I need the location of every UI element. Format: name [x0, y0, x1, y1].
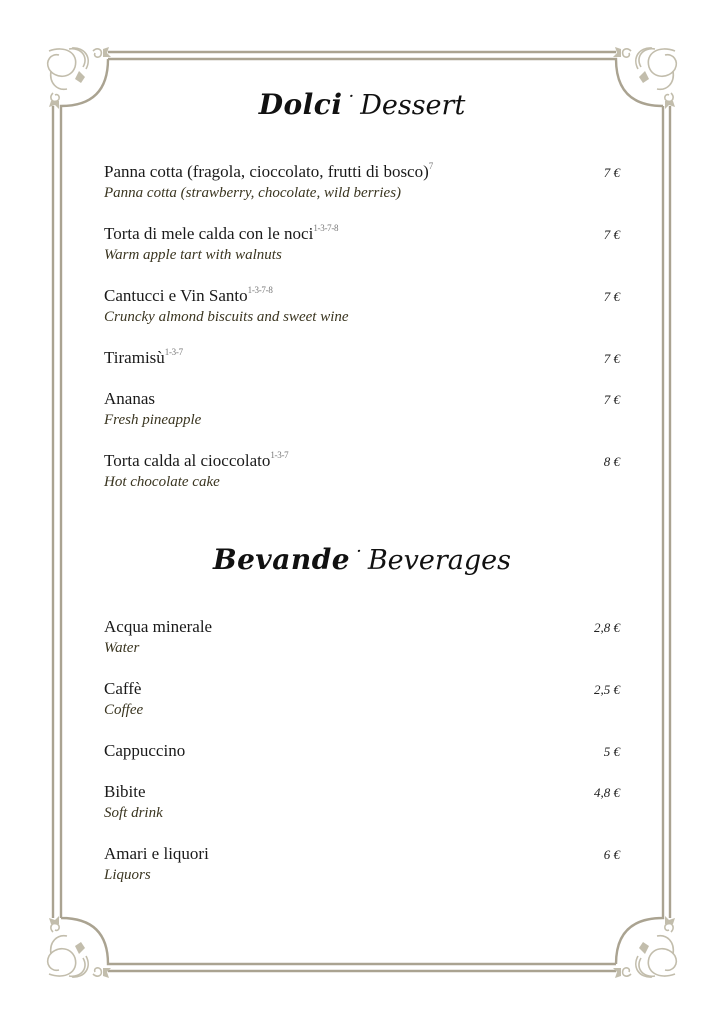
item-translation: Liquors — [104, 867, 151, 883]
allergen-codes: 1-3-7 — [270, 450, 289, 460]
item-translation: Coffee — [104, 702, 144, 718]
item-price: 4,8 € — [594, 785, 620, 800]
item-translation: Cruncky almond biscuits and sweet wine — [104, 309, 349, 325]
corner-ornament-bottom-right — [609, 912, 679, 982]
item-price: 7 € — [603, 289, 620, 304]
menu-item — [104, 679, 624, 720]
menu-item — [104, 782, 624, 823]
item-price: 7 € — [603, 351, 620, 366]
menu-item — [104, 162, 624, 203]
menu-item — [104, 286, 624, 327]
menu-item — [104, 224, 624, 265]
menu-item — [104, 348, 624, 368]
item-price: 8 € — [603, 454, 620, 469]
heading-italian: Dolci — [258, 88, 343, 121]
allergen-codes: 7 — [428, 161, 433, 171]
heading-english: Dessert — [360, 90, 466, 121]
menu-item — [104, 844, 624, 885]
item-name: Amari e liquori — [104, 844, 209, 863]
item-price: 7 € — [603, 227, 620, 242]
item-name: Bibite — [104, 782, 146, 801]
item-price: 5 € — [603, 744, 620, 759]
item-name: Caffè — [104, 679, 142, 698]
heading-separator: · — [356, 541, 362, 562]
allergen-codes: 1-3-7-8 — [313, 223, 339, 233]
heading-separator: · — [348, 86, 355, 107]
item-name: Panna cotta (fragola, cioccolato, frutti di bosco) — [104, 162, 429, 181]
section-heading-dessert — [0, 86, 724, 121]
item-translation: Panna cotta (strawberry, chocolate, wild berries) — [104, 185, 402, 201]
allergen-codes: 1-3-7 — [164, 347, 183, 357]
item-name: Acqua minerale — [104, 617, 213, 636]
item-name: Ananas — [104, 389, 155, 408]
heading-italian: Bevande — [212, 543, 351, 576]
item-name: Cappuccino — [104, 741, 186, 760]
item-translation: Water — [104, 640, 140, 656]
menu-item — [104, 451, 624, 492]
item-translation: Hot chocolate cake — [104, 474, 220, 490]
item-name: Torta calda al cioccolato — [104, 451, 271, 470]
item-translation: Fresh pineapple — [104, 412, 202, 428]
corner-ornament-bottom-left — [45, 912, 115, 982]
heading-english: Beverages — [367, 545, 512, 576]
item-name: Cantucci e Vin Santo — [104, 286, 248, 305]
item-price: 7 € — [603, 392, 620, 407]
menu-item — [104, 389, 624, 430]
item-translation: Soft drink — [104, 805, 163, 821]
allergen-codes: 1-3-7-8 — [247, 285, 273, 295]
item-translation: Warm apple tart with walnuts — [104, 247, 282, 263]
item-price: 2,5 € — [594, 682, 620, 697]
item-price: 6 € — [603, 847, 620, 862]
menu-item — [104, 617, 624, 658]
item-name: Tiramisù — [104, 348, 165, 367]
item-price: 2,8 € — [594, 620, 620, 635]
section-heading-beverages — [0, 541, 724, 576]
menu-item — [104, 741, 624, 761]
item-name: Torta di mele calda con le noci — [104, 224, 314, 243]
item-price: 7 € — [603, 165, 620, 180]
